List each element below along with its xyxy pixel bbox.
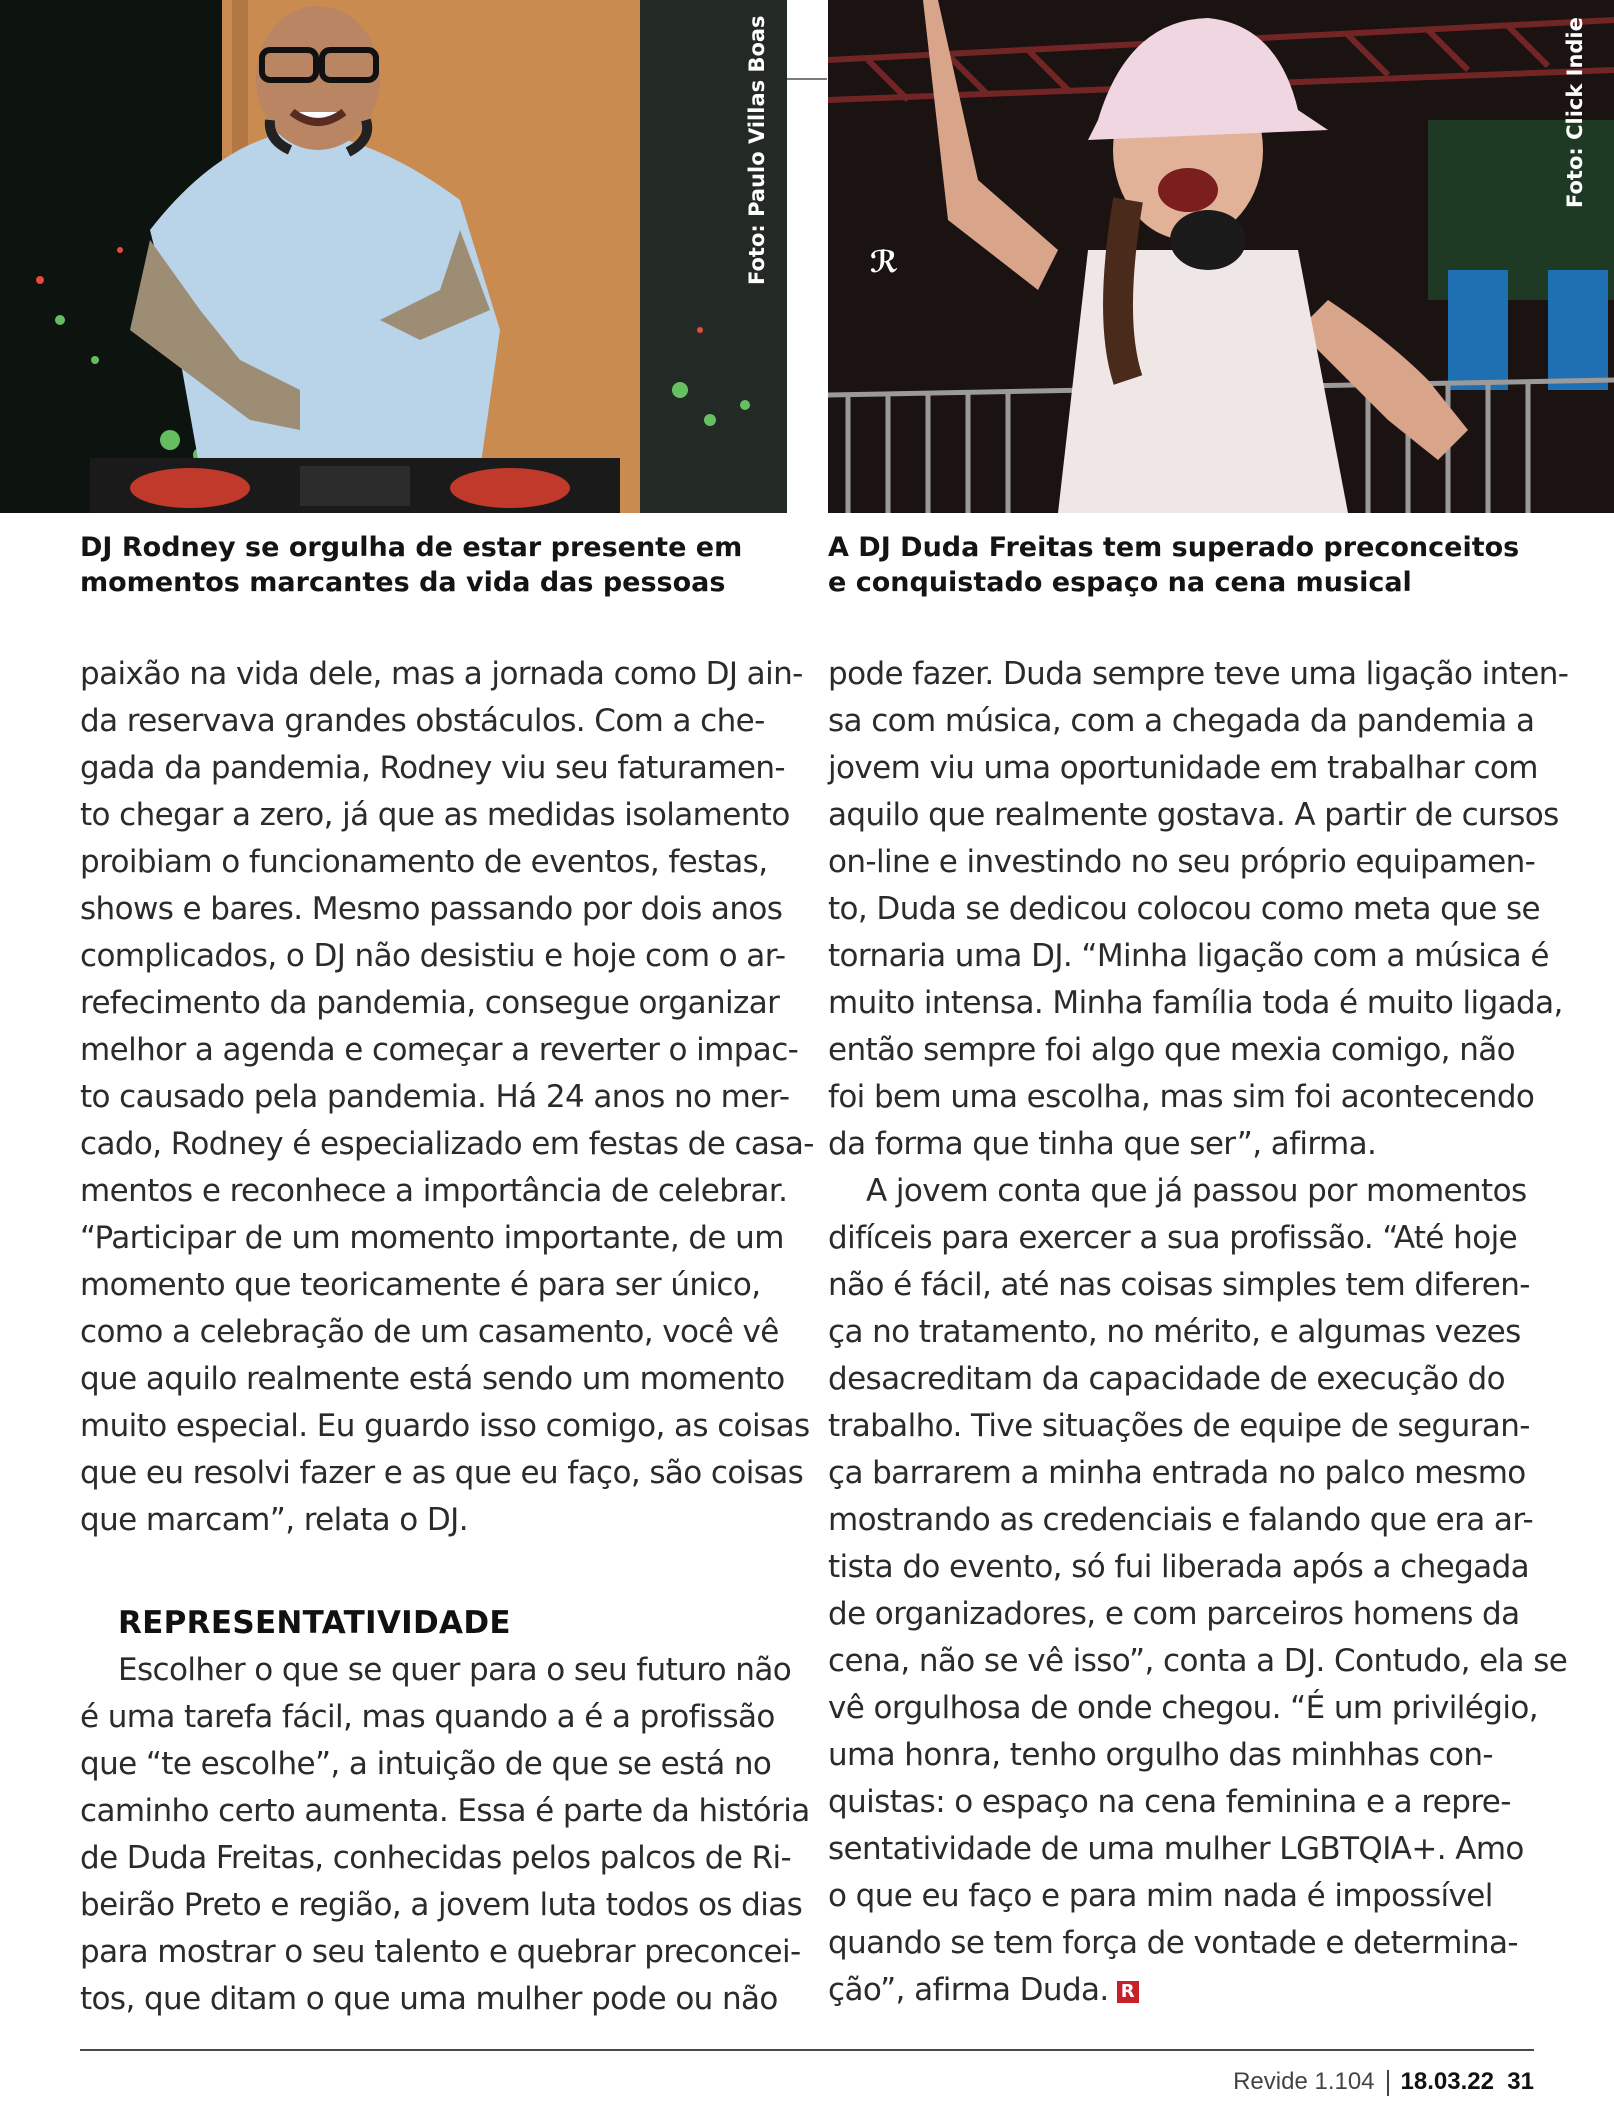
- text-line: to, Duda se dedicou colocou como meta que se: [828, 891, 1540, 927]
- text-line: de organizadores, e com parceiros homens da: [828, 1596, 1520, 1632]
- page-footer: [1233, 2068, 1534, 2096]
- text-line: tista do evento, só fui liberada após a chegada: [828, 1549, 1530, 1585]
- text-line: da forma que tinha que ser”, afirma.: [828, 1126, 1377, 1162]
- caption-right-line: A DJ Duda Freitas tem superado preconceitos: [828, 532, 1520, 563]
- text-line: “Participar de um momento importante, de um: [80, 1220, 784, 1256]
- text-line: sa com música, com a chegada da pandemia a: [828, 703, 1535, 739]
- photo-dj-rodney: [0, 0, 787, 513]
- text-line: para mostrar o seu talento e quebrar preconcei-: [80, 1934, 801, 1970]
- text-line: cena, não se vê isso”, conta a DJ. Contudo, ela se: [828, 1643, 1568, 1679]
- photo-credit-left: Foto: Paulo Villas Boas: [745, 15, 769, 285]
- photo-dj-duda-freitas: [828, 0, 1614, 513]
- text-line: refecimento da pandemia, consegue organizar: [80, 985, 780, 1021]
- text-line: quando se tem força de vontade e determina-: [828, 1925, 1518, 1961]
- text-line: A jovem conta que já passou por momentos: [866, 1173, 1527, 1209]
- text-line: to causado pela pandemia. Há 24 anos no mer-: [80, 1079, 790, 1115]
- text-line: to chegar a zero, já que as medidas isolamento: [80, 797, 790, 833]
- text-line: como a celebração de um casamento, você vê: [80, 1314, 779, 1350]
- footer-date: 18.03.22: [1400, 2068, 1494, 2095]
- text-line: o que eu faço e para mim nada é impossível: [828, 1878, 1493, 1914]
- caption-right-line: e conquistado espaço na cena musical: [828, 567, 1412, 598]
- text-line: cado, Rodney é especializado em festas de casa-: [80, 1126, 814, 1162]
- divider-tick: [787, 78, 827, 80]
- text-line: momento que teoricamente é para ser único,: [80, 1267, 761, 1303]
- text-line: desacreditam da capacidade de execução do: [828, 1361, 1505, 1397]
- text-line: quistas: o espaço na cena feminina e a repre-: [828, 1784, 1511, 1820]
- paragraph-right-2: [828, 1168, 1568, 2014]
- caption-left: [80, 530, 780, 600]
- text-line: é uma tarefa fácil, mas quando a é a profissão: [80, 1699, 775, 1735]
- text-line: não é fácil, até nas coisas simples tem diferen-: [828, 1267, 1530, 1303]
- text-line: que eu resolvi fazer e as que eu faço, são coisas: [80, 1455, 804, 1491]
- end-of-article-mark: R: [1117, 1981, 1139, 2003]
- text-line: vê orgulhosa de onde chegou. “É um privilégio,: [828, 1690, 1538, 1726]
- article-column-left: [80, 651, 814, 2023]
- text-line: pode fazer. Duda sempre teve uma ligação inten-: [828, 656, 1569, 692]
- text-line: muito intensa. Minha família toda é muito ligada,: [828, 985, 1563, 1021]
- text-line: então sempre foi algo que mexia comigo, não: [828, 1032, 1516, 1068]
- caption-right: [828, 530, 1548, 600]
- text-line: gada da pandemia, Rodney viu seu faturamen-: [80, 750, 785, 786]
- text-line: proibiam o funcionamento de eventos, festas,: [80, 844, 768, 880]
- text-line: uma honra, tenho orgulho das minhhas con-: [828, 1737, 1493, 1773]
- text-line: foi bem uma escolha, mas sim foi acontecendo: [828, 1079, 1535, 1115]
- text-line: on-line e investindo no seu próprio equipamen-: [828, 844, 1536, 880]
- text-line: caminho certo aumenta. Essa é parte da história: [80, 1793, 810, 1829]
- text-line: complicados, o DJ não desistiu e hoje com o ar-: [80, 938, 786, 974]
- text-line: da reservava grandes obstáculos. Com a che-: [80, 703, 765, 739]
- photo-credit-right: Foto: Click Indie: [1563, 17, 1587, 208]
- section-gap: [80, 1544, 786, 1600]
- text-line: shows e bares. Mesmo passando por dois anos: [80, 891, 783, 927]
- paragraph-left-1: [80, 651, 814, 1544]
- article-column-right: [828, 651, 1569, 2014]
- text-line: beirão Preto e região, a jovem luta todos os dias: [80, 1887, 803, 1923]
- text-line: muito especial. Eu guardo isso comigo, as coisas: [80, 1408, 810, 1444]
- text-line: ça barrarem a minha entrada no palco mesmo: [828, 1455, 1526, 1491]
- text-line: jovem viu uma oportunidade em trabalhar com: [828, 750, 1538, 786]
- paragraph-left-2: [80, 1647, 810, 2023]
- text-line: sentatividade de uma mulher LGBTQIA+. Amo: [828, 1831, 1524, 1867]
- text-line: mentos e reconhece a importância de celebrar.: [80, 1173, 788, 1209]
- text-line: difíceis para exercer a sua profissão. “Até hoje: [828, 1220, 1518, 1256]
- caption-left-line: momentos marcantes da vida das pessoas: [80, 567, 726, 598]
- text-line: tos, que ditam o que uma mulher pode ou não: [80, 1981, 778, 2017]
- text-line: ça no tratamento, no mérito, e algumas vezes: [828, 1314, 1521, 1350]
- text-line: Escolher o que se quer para o seu futuro não: [118, 1652, 792, 1688]
- footer-rule: [80, 2049, 1534, 2051]
- footer-separator: [1387, 2070, 1389, 2096]
- text-line: ção”, afirma Duda. R: [828, 1967, 1538, 2014]
- text-line: mostrando as credenciais e falando que era ar-: [828, 1502, 1534, 1538]
- footer-page-number: 31: [1507, 2068, 1534, 2095]
- text-line: paixão na vida dele, mas a jornada como DJ ain-: [80, 656, 803, 692]
- text-line: que marcam”, relata o DJ.: [80, 1502, 468, 1538]
- text-line: que aquilo realmente está sendo um momento: [80, 1361, 785, 1397]
- caption-left-line: DJ Rodney se orgulha de estar presente em: [80, 532, 743, 563]
- text-line: de Duda Freitas, conhecidas pelos palcos de Ri-: [80, 1840, 792, 1876]
- text-line: aquilo que realmente gostava. A partir de cursos: [828, 797, 1559, 833]
- footer-magazine: Revide 1.104: [1233, 2068, 1375, 2095]
- svg-text:ℛ: ℛ: [870, 245, 899, 280]
- section-heading: REPRESENTATIVIDADE: [118, 1605, 511, 1641]
- text-line: tornaria uma DJ. “Minha ligação com a música é: [828, 938, 1549, 974]
- text-line: melhor a agenda e começar a reverter o impac-: [80, 1032, 799, 1068]
- text-line: trabalho. Tive situações de equipe de seguran-: [828, 1408, 1530, 1444]
- text-line: que “te escolhe”, a intuição de que se está no: [80, 1746, 772, 1782]
- paragraph-right-1: [828, 651, 1569, 1168]
